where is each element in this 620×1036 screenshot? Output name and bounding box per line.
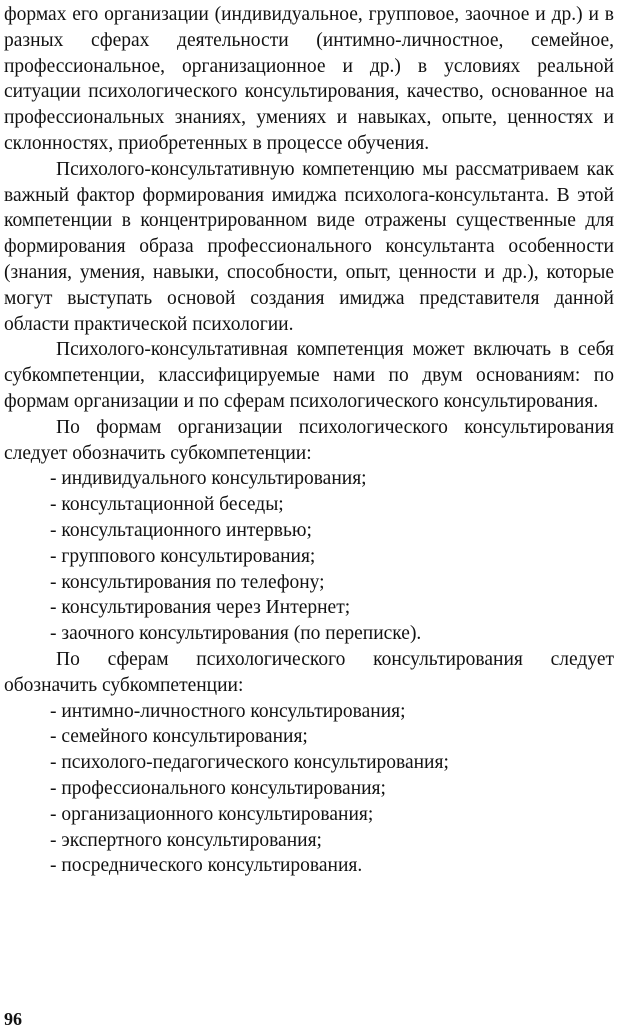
list-item: - организационного консультирования;	[50, 803, 374, 825]
list-item: - индивидуального консультирования;	[50, 468, 367, 490]
list-item: - консультационной беседы;	[50, 494, 284, 516]
paragraph-competence-definition: Психолого-консультативную компетенцию мы рассматриваем как важный фактор формирования имиджа психолога-консультанта. В этой компетенции в концентрированном виде отражены существенные для формирования образа профессионального консультанта особенности (знания, умения, навыки, способности, опыт, ценности и др.), которые могут выступать основой создания имиджа представителя данной области практической психологии.	[4, 158, 614, 335]
list-item: - семейного консультирования;	[50, 726, 308, 748]
page-text	[4, 2, 614, 879]
list-item: - консультирования через Интернет;	[50, 597, 351, 619]
paragraph-forms-intro: По формам организации психологического консультирования следует обозначить субкомпетенции:	[4, 416, 614, 464]
list-item: - психолого-педагогического консультирования;	[50, 752, 449, 774]
list-item: - консультирования по телефону;	[50, 571, 325, 593]
paragraph-subcompetences: Психолого-консультативная компетенция может включать в себя субкомпетенции, классифицируемые нами по двум основаниям: по формам организации и по сферам психологического консультирования.	[4, 339, 614, 412]
list-item: - посреднического консультирования.	[50, 855, 363, 877]
list-item: - экспертного консультирования;	[50, 829, 322, 851]
page-number: 96	[4, 1009, 22, 1029]
list-item: - консультационного интервью;	[50, 519, 312, 541]
list-item: - профессионального консультирования;	[50, 777, 386, 799]
paragraph-spheres-intro: По сферам психологического консультирования следует обозначить субкомпетенции:	[4, 648, 614, 696]
list-forms	[4, 466, 614, 647]
list-item: - интимно-личностного консультирования;	[50, 700, 406, 722]
list-item: - группового консультирования;	[50, 545, 316, 567]
paragraph-continuation: формах его организации (индивидуальное, групповое, заочное и др.) и в разных сферах деятельности (интимно-личностное, семейное, профессиональное, организационное и др.) в условиях реальной ситуации психологического консультирования, качество, основанное на профессиональных знаниях, умениях и навыках, опыте, ценностях и склонностях, приобретенных в процессе обучения.	[4, 4, 614, 154]
list-item: - заочного консультирования (по переписке).	[50, 623, 422, 645]
list-spheres	[4, 699, 614, 880]
